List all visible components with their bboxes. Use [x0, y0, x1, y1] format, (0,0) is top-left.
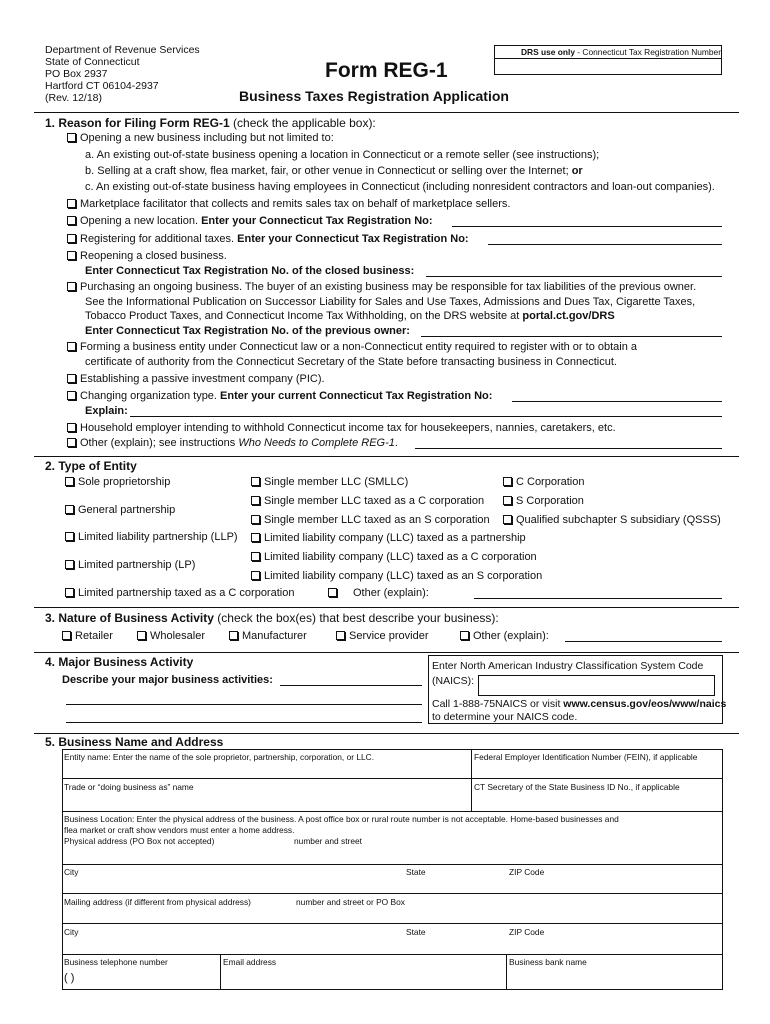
entity-sole[interactable]	[65, 476, 170, 489]
checkbox[interactable]	[251, 533, 260, 542]
checkbox[interactable]	[65, 588, 74, 597]
section1-title-text: 1. Reason for Filing Form REG-1	[45, 116, 230, 130]
opt-other[interactable]	[67, 437, 398, 450]
opt-marketplace[interactable]	[67, 198, 510, 211]
drs-use-text: - Connecticut Tax Registration Number	[574, 47, 721, 57]
phone-label: Business telephone number	[64, 957, 168, 967]
naics-code-input[interactable]	[478, 675, 715, 696]
opt-changing[interactable]	[67, 390, 492, 403]
checkbox[interactable]	[62, 631, 71, 640]
zip-label: ZIP Code	[509, 867, 545, 877]
entity-label: Limited liability company (LLC) taxed as a partnership	[264, 532, 526, 544]
opt-label: Marketplace facilitator that collects and remits sales tax on behalf of marketplace sellers.	[80, 198, 511, 210]
entity-label: Limited liability company (LLC) taxed as a C corporation	[264, 551, 537, 563]
checkbox[interactable]	[67, 216, 76, 225]
entity-c-corp[interactable]	[503, 476, 584, 489]
state-label: State	[406, 867, 426, 877]
opt-label: Changing organization type.	[80, 390, 221, 402]
sub-b	[85, 165, 583, 178]
mailing-zip-label: ZIP Code	[509, 927, 545, 937]
entity-llc-s[interactable]	[251, 570, 542, 583]
checkbox[interactable]	[251, 552, 260, 561]
describe-line-3[interactable]	[66, 722, 422, 723]
opt-household[interactable]	[67, 422, 616, 435]
entity-label: Single member LLC taxed as a C corporation	[264, 495, 485, 507]
previous-owner-line[interactable]	[421, 336, 722, 337]
checkbox[interactable]	[67, 133, 76, 142]
activity-other-line[interactable]	[565, 641, 722, 642]
checkbox[interactable]	[67, 423, 76, 432]
drs-use-label: DRS use only	[521, 47, 575, 57]
entity-label: Single member LLC (SMLLC)	[264, 476, 409, 488]
bank-label: Business bank name	[509, 957, 587, 967]
opt-purchasing[interactable]	[67, 281, 696, 294]
entity-label: Limited liability partnership (LLP)	[78, 531, 238, 543]
naics-label-2: (NAICS):	[432, 675, 474, 687]
opt-label: Forming a business entity under Connecticut law or a non-Connecticut entity required to register with or to obtain a	[80, 341, 638, 353]
opt-label-bold: Enter your Connecticut Tax Registration No:	[201, 215, 433, 227]
opt-label: Other (explain); see instructions	[80, 437, 239, 449]
number-street-label: number and street	[294, 836, 362, 846]
other-explain-line[interactable]	[415, 448, 722, 449]
ct-sots-label: CT Secretary of the State Business ID No., if applicable	[474, 782, 680, 792]
checkbox[interactable]	[251, 515, 260, 524]
city-label: City	[64, 867, 79, 877]
activity-retailer[interactable]	[62, 630, 113, 643]
activity-label: Service provider	[349, 630, 429, 642]
checkbox[interactable]	[65, 505, 74, 514]
explain-label: Explain:	[85, 405, 128, 417]
naics-website-link[interactable]: www.census.gov/eos/www/naics	[563, 698, 727, 710]
section3-title-note: (check the box(es) that best describe your business):	[213, 611, 499, 625]
previous-owner-prompt: Enter Connecticut Tax Registration No. of the previous owner:	[85, 325, 410, 337]
opt-reopening[interactable]	[67, 250, 227, 263]
describe-line-2[interactable]	[66, 704, 422, 705]
location-note-1: Business Location: Enter the physical address of the business. A post office box or rural route number is not acceptable. Home-based businesses and	[64, 814, 619, 824]
entity-qsss[interactable]	[503, 514, 721, 527]
checkbox[interactable]	[67, 234, 76, 243]
entity-llc-c[interactable]	[251, 551, 537, 564]
checkbox[interactable]	[137, 631, 146, 640]
trade-name-label: Trade or “doing business as” name	[64, 782, 194, 792]
email-label: Email address	[223, 957, 277, 967]
describe-activities-label: Describe your major business activities:	[62, 674, 273, 686]
checkbox[interactable]	[503, 477, 512, 486]
section2-title: 2. Type of Entity	[45, 459, 137, 473]
opt-label: Household employer intending to withhold Connecticut income tax for housekeepers, nannies, caretakers, etc.	[80, 422, 616, 434]
activity-manufacturer[interactable]	[229, 630, 307, 643]
forming-line-2: certificate of authority from the Connecticut Secretary of the State before transacting business in Connecticut.	[85, 356, 617, 368]
checkbox[interactable]	[67, 391, 76, 400]
checkbox[interactable]	[328, 588, 337, 597]
entity-other[interactable]	[328, 587, 429, 600]
opt-label-bold: Enter your current Connecticut Tax Registration No:	[220, 390, 493, 402]
number-street-po-label: number and street or PO Box	[296, 897, 405, 907]
checkbox[interactable]	[67, 342, 76, 351]
section1-title-note: (check the applicable box):	[229, 116, 376, 130]
checkbox[interactable]	[229, 631, 238, 640]
describe-line-1[interactable]	[280, 685, 422, 686]
form-title: Form REG-1	[325, 59, 448, 82]
sub-b-text: b. Selling at a craft show, flea market, fair, or other venue in Connecticut or selling over the Internet;	[85, 165, 572, 177]
activity-label: Retailer	[75, 630, 113, 642]
checkbox[interactable]	[67, 251, 76, 260]
drs-use-box	[494, 45, 722, 75]
activity-label: Other (explain):	[473, 630, 549, 642]
opt-label: Opening a new location.	[80, 215, 202, 227]
section3-title-text: 3. Nature of Business Activity	[45, 611, 214, 625]
mailing-state-label: State	[406, 927, 426, 937]
checkbox[interactable]	[251, 477, 260, 486]
current-registration-line[interactable]	[512, 401, 722, 402]
section5-title: 5. Business Name and Address	[45, 735, 224, 749]
opt-label-italic: Who Needs to Complete REG-1	[238, 437, 395, 449]
form-revision: (Rev. 12/18)	[45, 92, 102, 104]
entity-other-line[interactable]	[474, 598, 722, 599]
section1-title	[45, 116, 376, 130]
entity-llp[interactable]	[65, 531, 238, 544]
entity-label: Limited liability company (LLC) taxed as an S corporation	[264, 570, 543, 582]
opt-label: Establishing a passive investment company (PIC).	[80, 373, 325, 385]
opt-label: Reopening a closed business.	[80, 250, 227, 262]
checkbox[interactable]	[460, 631, 469, 640]
checkbox[interactable]	[65, 477, 74, 486]
entity-lp-c[interactable]	[65, 587, 294, 600]
mailing-city-label: City	[64, 927, 79, 937]
checkbox[interactable]	[67, 438, 76, 447]
phone-area-code[interactable]: ( )	[64, 972, 75, 984]
purchasing-line-2: See the Informational Publication on Successor Liability for Sales and Use Taxes, Admissions and Dues Tax, Cigarette Taxes,	[85, 296, 696, 308]
entity-label: Sole proprietorship	[78, 476, 171, 488]
entity-general[interactable]	[65, 504, 175, 517]
entity-label: C Corporation	[516, 476, 585, 488]
agency-city: Hartford CT 06104-2937	[45, 80, 159, 92]
sub-c: c. An existing out-of-state business having employees in Connecticut (including nonresident contractors and loan-out companies).	[85, 181, 715, 193]
entity-lp[interactable]	[65, 559, 195, 572]
checkbox[interactable]	[251, 571, 260, 580]
activity-label: Manufacturer	[242, 630, 307, 642]
opt-label: Purchasing an ongoing business. The buyer of an existing business may be responsible for tax liabilities of the previous owner.	[80, 281, 697, 293]
naics-call-text: Call 1-888-75NAICS or visit	[432, 698, 564, 710]
naics-label-4: to determine your NAICS code.	[432, 711, 578, 723]
closed-business-line[interactable]	[426, 276, 722, 277]
section3-title	[45, 611, 499, 625]
entity-llc-p[interactable]	[251, 532, 526, 545]
entity-label: General partnership	[78, 504, 176, 516]
physical-address-label: Physical address (PO Box not accepted)	[64, 836, 215, 846]
checkbox[interactable]	[67, 199, 76, 208]
registration-no-line[interactable]	[452, 226, 722, 227]
entity-label: S Corporation	[516, 495, 584, 507]
activity-wholesaler[interactable]	[137, 630, 205, 643]
checkbox[interactable]	[503, 496, 512, 505]
entity-smllc[interactable]	[251, 476, 408, 489]
opt-label: Registering for additional taxes.	[80, 233, 238, 245]
opt-label-end: .	[394, 437, 398, 449]
checkbox[interactable]	[67, 374, 76, 383]
entity-label: Other (explain):	[353, 587, 429, 599]
closed-business-prompt: Enter Connecticut Tax Registration No. of the closed business:	[85, 265, 415, 277]
checkbox[interactable]	[67, 282, 76, 291]
activity-label: Wholesaler	[150, 630, 206, 642]
agency-pobox: PO Box 2937	[45, 68, 108, 80]
activity-service[interactable]	[336, 630, 428, 643]
opt-pic[interactable]	[67, 373, 325, 386]
entity-label: Single member LLC taxed as an S corporation	[264, 514, 490, 526]
purchasing-text: Tobacco Product Taxes, and Connecticut Income Tax Withholding, on the DRS website at	[85, 310, 523, 322]
activity-other[interactable]	[460, 630, 549, 643]
checkbox[interactable]	[251, 496, 260, 505]
opt-forming[interactable]	[67, 341, 637, 354]
checkbox[interactable]	[65, 532, 74, 541]
sub-a: a. An existing out-of-state business opening a location in Connecticut or a remote seller (see instructions);	[85, 149, 600, 161]
registration-no-line[interactable]	[488, 244, 722, 245]
entity-label: Limited partnership taxed as a C corporation	[78, 587, 295, 599]
entity-label: Limited partnership (LP)	[78, 559, 196, 571]
opt-new-location[interactable]	[67, 215, 433, 228]
entity-s-corp[interactable]	[503, 495, 584, 508]
entity-label: Qualified subchapter S subsidiary (QSSS)	[516, 514, 721, 526]
naics-label-3	[432, 698, 726, 710]
checkbox[interactable]	[336, 631, 345, 640]
section4-title: 4. Major Business Activity	[45, 655, 194, 669]
agency-block	[45, 44, 200, 104]
entity-name-label: Entity name: Enter the name of the sole proprietor, partnership, corporation, or LLC.	[64, 752, 375, 762]
form-subtitle: Business Taxes Registration Application	[239, 88, 509, 104]
explain-line[interactable]	[130, 416, 722, 417]
drs-website-link[interactable]: portal.ct.gov/DRS	[522, 310, 615, 322]
checkbox[interactable]	[65, 560, 74, 569]
sub-b-or: or	[571, 165, 583, 177]
naics-box	[428, 655, 727, 724]
naics-label-1: Enter North American Industry Classification System Code	[432, 660, 704, 672]
fein-label: Federal Employer Identification Number (FEIN), if applicable	[474, 752, 698, 762]
purchasing-line-3	[85, 310, 615, 323]
opt-label: Opening a new business including but not limited to:	[80, 132, 334, 144]
checkbox[interactable]	[503, 515, 512, 524]
agency-state: State of Connecticut	[45, 56, 140, 68]
mailing-address-label: Mailing address (if different from physical address)	[64, 897, 251, 907]
entity-smllc-s[interactable]	[251, 514, 490, 527]
opt-new-business[interactable]	[67, 132, 334, 145]
location-note-2: flea market or craft show vendors must enter a home address.	[64, 825, 295, 835]
entity-smllc-c[interactable]	[251, 495, 484, 508]
opt-label-bold: Enter your Connecticut Tax Registration No:	[237, 233, 469, 245]
agency-name: Department of Revenue Services	[45, 44, 200, 56]
opt-additional-taxes[interactable]	[67, 233, 469, 246]
